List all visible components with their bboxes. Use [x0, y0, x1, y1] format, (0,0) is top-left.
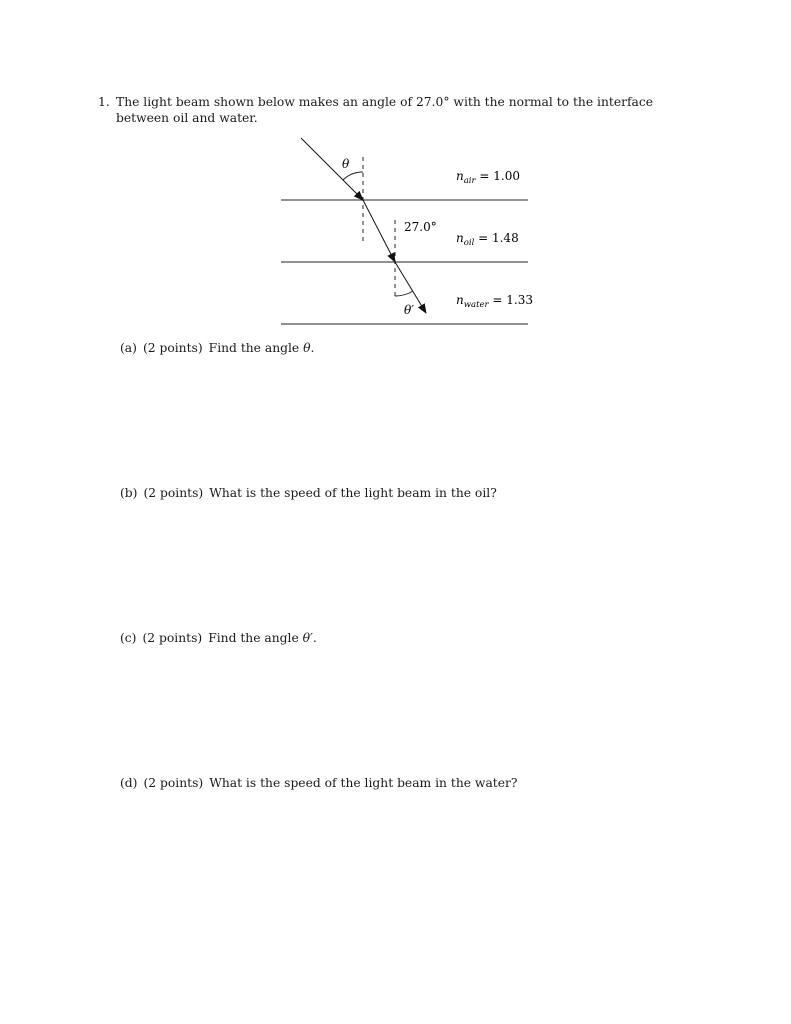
beam-incident — [301, 138, 363, 200]
part-c-end: . — [312, 631, 317, 645]
beam-in-oil — [363, 200, 395, 262]
part-d-text: What is the speed of the light beam in the water? — [209, 776, 518, 790]
part-c — [120, 631, 317, 645]
n-water-symbol: n — [456, 293, 464, 307]
n-oil-subscript: oil — [463, 238, 475, 248]
part-b-text: What is the speed of the light beam in the oil? — [209, 486, 497, 500]
n-water-label — [456, 293, 533, 310]
theta-arc — [343, 172, 363, 180]
part-a-end: . — [310, 341, 315, 355]
part-c-text: Find the angle — [208, 631, 303, 645]
n-air-label — [456, 169, 520, 186]
theta-label: θ — [342, 157, 350, 171]
n-air-equals: = — [475, 169, 494, 183]
n-oil-label — [456, 231, 519, 248]
n-air-value: 1.00 — [493, 169, 520, 183]
theta-prime-arc — [395, 291, 413, 296]
n-air-subscript: air — [463, 176, 476, 186]
n-water-subscript: water — [463, 300, 489, 310]
part-b-label: (b) — [120, 486, 138, 500]
part-c-label: (c) — [120, 631, 137, 645]
part-a-label: (a) — [120, 341, 137, 355]
part-b — [120, 486, 497, 500]
part-a-text: Find the angle — [208, 341, 304, 355]
part-c-symbol: θ′ — [302, 631, 313, 645]
angle-27-label: 27.0° — [404, 220, 437, 234]
n-water-equals: = — [488, 293, 507, 307]
part-b-points: (2 points) — [143, 486, 204, 500]
n-water-value: 1.33 — [506, 293, 533, 307]
question-number: 1. — [98, 95, 110, 109]
n-air-symbol: n — [456, 169, 464, 183]
part-a — [120, 341, 314, 355]
n-oil-symbol: n — [456, 231, 464, 245]
n-oil-value: 1.48 — [491, 231, 519, 245]
part-d — [120, 776, 517, 790]
question-text: The light beam shown below makes an angle of 27.0° with the normal to the interface between oil and water. — [116, 95, 654, 125]
n-oil-equals: = — [474, 231, 492, 245]
part-a-points: (2 points) — [142, 341, 203, 355]
part-a-symbol: θ — [303, 341, 311, 355]
part-d-label: (d) — [120, 776, 138, 790]
part-c-points: (2 points) — [142, 631, 203, 645]
theta-prime-label: θ′ — [404, 303, 414, 317]
part-d-points: (2 points) — [143, 776, 204, 790]
